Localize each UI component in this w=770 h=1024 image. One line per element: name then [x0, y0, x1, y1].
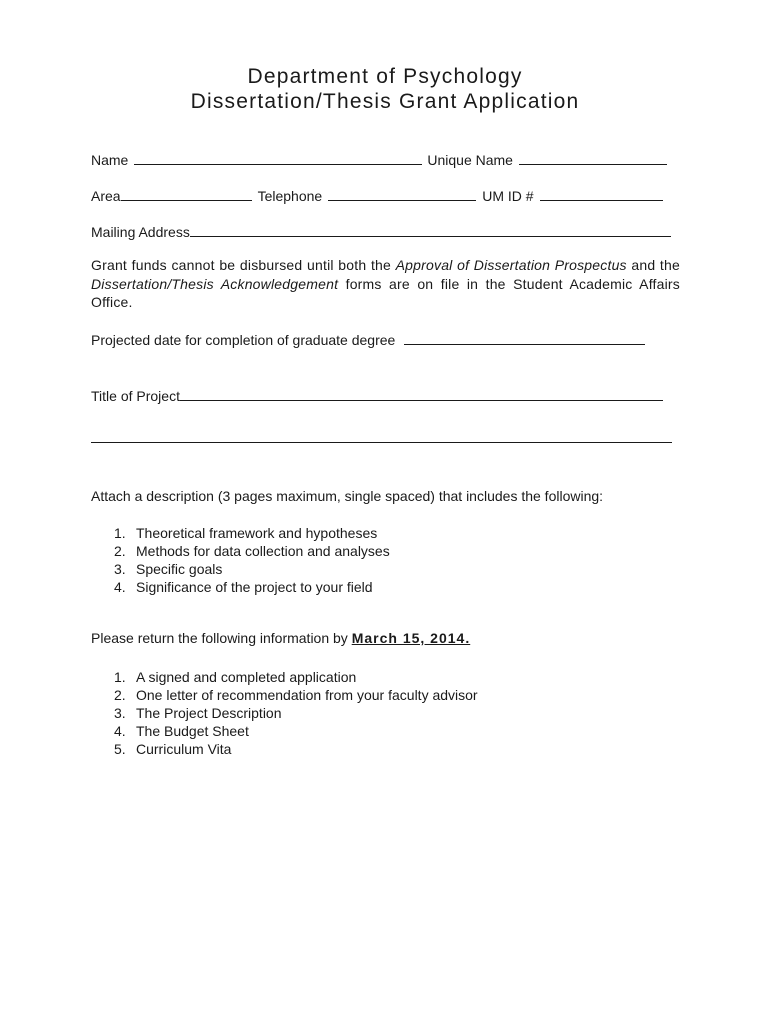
description-intro: Attach a description (3 pages maximum, single spaced) that includes the following: — [91, 488, 604, 504]
project-title-label: Title of Project — [91, 388, 180, 404]
list-item-text: One letter of recommendation from your faculty advisor — [136, 687, 478, 703]
list-item — [91, 524, 390, 542]
list-item-text: Significance of the project to your field — [136, 579, 373, 595]
list-number: 4. — [114, 579, 126, 595]
telephone-field[interactable] — [328, 186, 476, 201]
description-requirements-list — [91, 524, 390, 596]
telephone-label: Telephone — [257, 188, 323, 204]
list-number: 5. — [114, 741, 126, 757]
name-label: Name — [91, 152, 129, 168]
projected-date-row — [91, 328, 674, 348]
notice-text-3: forms are on file in the Student Academic Affairs Office. — [91, 275, 680, 310]
projected-date-label: Projected date for completion of graduate degree — [91, 332, 396, 348]
mailing-address-row — [91, 220, 674, 240]
list-item — [91, 722, 478, 740]
list-item — [91, 542, 390, 560]
project-title-row — [91, 384, 674, 404]
unique-name-label: Unique Name — [427, 152, 513, 168]
list-number: 1. — [114, 525, 126, 541]
list-item-text: Curriculum Vita — [136, 741, 232, 757]
list-item — [91, 686, 478, 704]
list-item-text: The Budget Sheet — [136, 723, 249, 739]
name-row — [91, 148, 674, 168]
name-field[interactable] — [134, 150, 422, 165]
prospectus-approval-doc: Approval of Dissertation Prospectus — [395, 257, 627, 273]
area-field[interactable] — [121, 186, 252, 201]
deadline-date: March 15, 2014. — [351, 630, 471, 646]
list-number: 4. — [114, 723, 126, 739]
project-title-field-line2[interactable] — [91, 442, 672, 443]
list-item-text: The Project Description — [136, 705, 282, 721]
list-item-text: Specific goals — [136, 561, 223, 577]
area-label: Area — [91, 188, 121, 204]
return-info-text: Please return the following information by — [91, 630, 352, 646]
list-item-text: Theoretical framework and hypotheses — [136, 525, 378, 541]
list-item-text: A signed and completed application — [136, 669, 357, 685]
project-title-field[interactable] — [180, 386, 663, 401]
notice-text-2: and the — [626, 257, 680, 273]
list-number: 2. — [114, 543, 126, 559]
list-number: 3. — [114, 561, 126, 577]
return-info-intro — [91, 630, 470, 646]
list-item — [91, 704, 478, 722]
umid-label: UM ID # — [482, 188, 534, 204]
mailing-address-label: Mailing Address — [91, 224, 190, 240]
list-item — [91, 578, 390, 596]
form-title: Dissertation/Thesis Grant Application — [190, 90, 580, 113]
return-items-list — [91, 668, 478, 758]
unique-name-field[interactable] — [519, 150, 667, 165]
list-number: 2. — [114, 687, 126, 703]
contact-row — [91, 184, 674, 204]
list-item — [91, 740, 478, 758]
umid-field[interactable] — [540, 186, 663, 201]
projected-date-field[interactable] — [404, 330, 645, 345]
list-item — [91, 668, 478, 686]
list-number: 3. — [114, 705, 126, 721]
department-title: Department of Psychology — [247, 65, 523, 88]
list-number: 1. — [114, 669, 126, 685]
list-item-text: Methods for data collection and analyses — [136, 543, 390, 559]
mailing-address-field[interactable] — [190, 222, 671, 237]
disbursement-notice — [91, 256, 680, 312]
list-item — [91, 560, 390, 578]
notice-text-1: Grant funds cannot be disbursed until both the — [91, 257, 396, 273]
acknowledgement-doc: Dissertation/Thesis Acknowledgement — [91, 275, 339, 292]
